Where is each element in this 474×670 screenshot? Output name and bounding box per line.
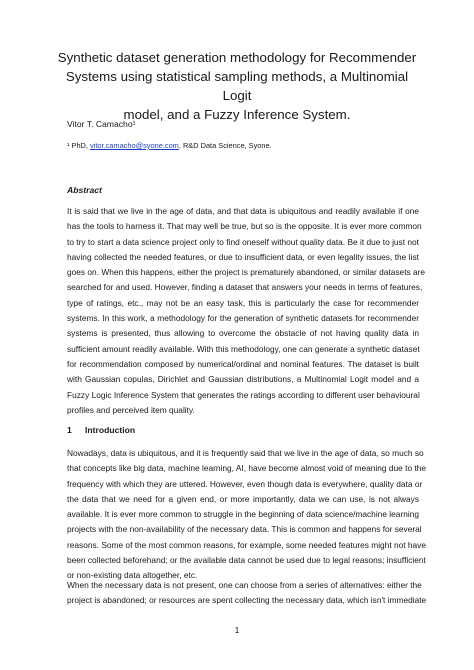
title-line: Systems using statistical sampling methods, a Multinomial Logit [65, 69, 409, 103]
abstract-heading: Abstract [67, 185, 102, 195]
paper-title [50, 48, 424, 124]
author-affiliation [67, 141, 272, 150]
introduction-paragraph-2 [67, 578, 427, 609]
text-line: has the tools to harness it. That may well be true, but so is the opposite. It is ever more common [67, 221, 422, 232]
text-line: project is abandoned; or resources are spent collecting the necessary data, which isn't immediate [67, 595, 427, 606]
text-line: Nowadays, data is ubiquitous, and it is frequently said that we live in the age of data, so much so [67, 448, 424, 458]
text-line: or non-existing data altogether, etc. [67, 570, 198, 581]
text-line: sufficient amount readily available. With this methodology, one can generate a synthetic dataset [67, 343, 420, 354]
section-number: 1 [67, 425, 72, 435]
section-title: Introduction [85, 425, 136, 435]
text-line: available. It is ever more common to struggle in the beginning of data science/machine learning [67, 509, 419, 520]
section-heading-introduction [67, 425, 135, 435]
text-line: reasons. Some of the most common reasons, for example, some needed features might not have [67, 539, 426, 550]
text-line: to try to start a data science project only to find oneself without quality data. Be it due to just not [67, 236, 419, 247]
text-line: When the necessary data is not present, one can choose from a series of alternatives: either the [67, 580, 422, 590]
abstract-body [67, 204, 426, 418]
text-line: type of ratings, etc., may not be an easy task, this is particularly the case for recommender [67, 297, 419, 308]
text-line: that concepts like big data, machine learning, AI, have become almost void of meaning due to the [67, 463, 427, 474]
introduction-paragraph-1 [67, 446, 427, 584]
text-line: having collected the needed features, or due to insufficient data, or even legality issues, the list [67, 251, 419, 262]
text-line: frequency with which they are uttered. However, even though data is everywhere, quality data or [67, 478, 423, 489]
text-line: for recommendation composed by numerical/ordinal and nominal features. The dataset is built [67, 358, 419, 369]
text-line: It is said that we live in the age of data, and that data is ubiquitous and readily available if one [67, 206, 419, 216]
text-line: goes on. When this happens, either the project is prematurely abandoned, or similar datasets are [67, 267, 426, 278]
author-email-link[interactable]: vitor.camacho@syone.com [90, 141, 179, 150]
text-line: projects with the non-availability of the necessary data. This is common and happens for several [67, 524, 422, 535]
text-line: profiles and perceived item quality. [67, 404, 195, 415]
text-line: the data that we need for a given end, or more importantly, data we can use, is not always [67, 493, 419, 504]
affiliation-prefix: ¹ PhD, [67, 141, 90, 150]
text-line: Fuzzy Logic Inference System that generates the ratings according to different user behavioural [67, 389, 420, 400]
text-line: with Gaussian copulas, Dirichlet and Gaussian distributions, a Multinomial Logit model and a [67, 374, 419, 385]
text-line: been collected beforehand; or the available data cannot be used due to legal reasons; insufficient [67, 555, 426, 566]
author-name: Vitor T. Camacho¹ [67, 119, 136, 129]
text-line: systems is presented, thus allowing to overcome the obstacle of not having quality data in [67, 328, 419, 339]
page-number: 1 [234, 625, 240, 635]
affiliation-suffix: , R&D Data Science, Syone. [178, 141, 272, 150]
text-line: searched for and used. However, finding a dataset that answers your needs in terms of features, [67, 282, 423, 293]
title-line: model, and a Fuzzy Inference System. [123, 107, 351, 122]
title-line: Synthetic dataset generation methodology for Recommender [57, 50, 417, 65]
text-line: systems. In this work, a methodology for the generation of synthetic datasets for recommender [67, 313, 419, 324]
